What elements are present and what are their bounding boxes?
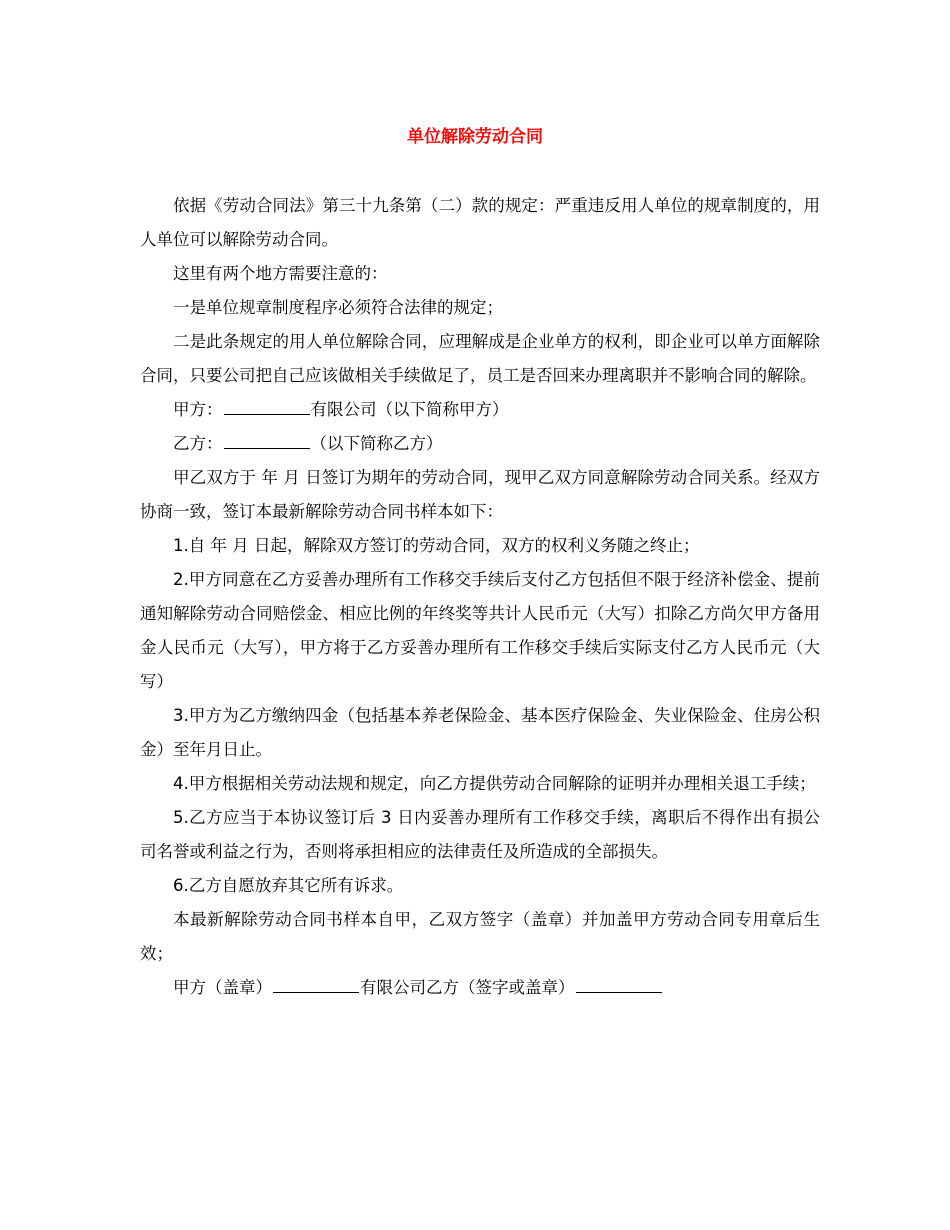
party-b-label: 乙方：: [173, 434, 223, 453]
paragraph-agreement-intro: 甲乙双方于 年 月 日签订为期年的劳动合同，现甲乙双方同意解除劳动合同关系。经双方协商一致，签订本最新解除劳动合同书样本如下：: [140, 468, 820, 521]
signature-party-a-label: 甲方（盖章）: [173, 978, 272, 997]
party-a-suffix: 有限公司（以下简称甲方）: [310, 400, 509, 419]
document-body: [140, 189, 820, 1005]
party-b-suffix: （以下简称乙方）: [310, 434, 443, 453]
document-title: 单位解除劳动合同: [407, 127, 543, 147]
signature-party-a-blank: [273, 976, 359, 993]
clause-2: 2.甲方同意在乙方妥善办理所有工作移交手续后支付乙方包括但不限于经济补偿金、提前通知解除劳动合同赔偿金、相应比例的年终奖等共计人民币元（大写）扣除乙方尚欠甲方备用金人民币元（大写），甲方将于乙方妥善办理所有工作移交手续后实际支付乙方人民币元（大写）: [140, 570, 820, 691]
paragraph-note-one: 一是单位规章制度程序必须符合法律的规定；: [173, 298, 503, 317]
party-a-line: [140, 393, 820, 427]
signature-party-b-label: 有限公司乙方（签字或盖章）: [360, 978, 575, 997]
clause-6: 6.乙方自愿放弃其它所有诉求。: [173, 876, 404, 895]
paragraph-note-two: 二是此条规定的用人单位解除合同，应理解成是企业单方的权利，即企业可以单方面解除合同，只要公司把自己应该做相关手续做足了，员工是否回来办理离职并不影响合同的解除。: [140, 332, 820, 385]
signature-party-b-blank: [576, 976, 662, 993]
paragraph-effective: 本最新解除劳动合同书样本自甲，乙双方签字（盖章）并加盖甲方劳动合同专用章后生效；: [140, 910, 820, 963]
paragraph-legal-basis: 依据《劳动合同法》第三十九条第（二）款的规定：严重违反用人单位的规章制度的，用人单位可以解除劳动合同。: [140, 196, 820, 249]
clause-4: 4.甲方根据相关劳动法规和规定，向乙方提供劳动合同解除的证明并办理相关退工手续；: [173, 774, 816, 793]
paragraph-notes-intro: 这里有两个地方需要注意的：: [173, 264, 388, 283]
party-a-label: 甲方：: [173, 400, 223, 419]
clause-1: 1.自 年 月 日起，解除双方签订的劳动合同，双方的权利义务随之终止；: [173, 536, 700, 555]
party-b-blank: [224, 432, 310, 449]
party-a-blank: [224, 398, 310, 415]
signature-line: [140, 971, 820, 1005]
party-b-line: [140, 427, 820, 461]
clause-3: 3.甲方为乙方缴纳四金（包括基本养老保险金、基本医疗保险金、失业保险金、住房公积金）至年月日止。: [140, 706, 820, 759]
clause-5: 5.乙方应当于本协议签订后 3 日内妥善办理所有工作移交手续，离职后不得作出有损公司名誉或利益之行为，否则将承担相应的法律责任及所造成的全部损失。: [140, 808, 820, 861]
